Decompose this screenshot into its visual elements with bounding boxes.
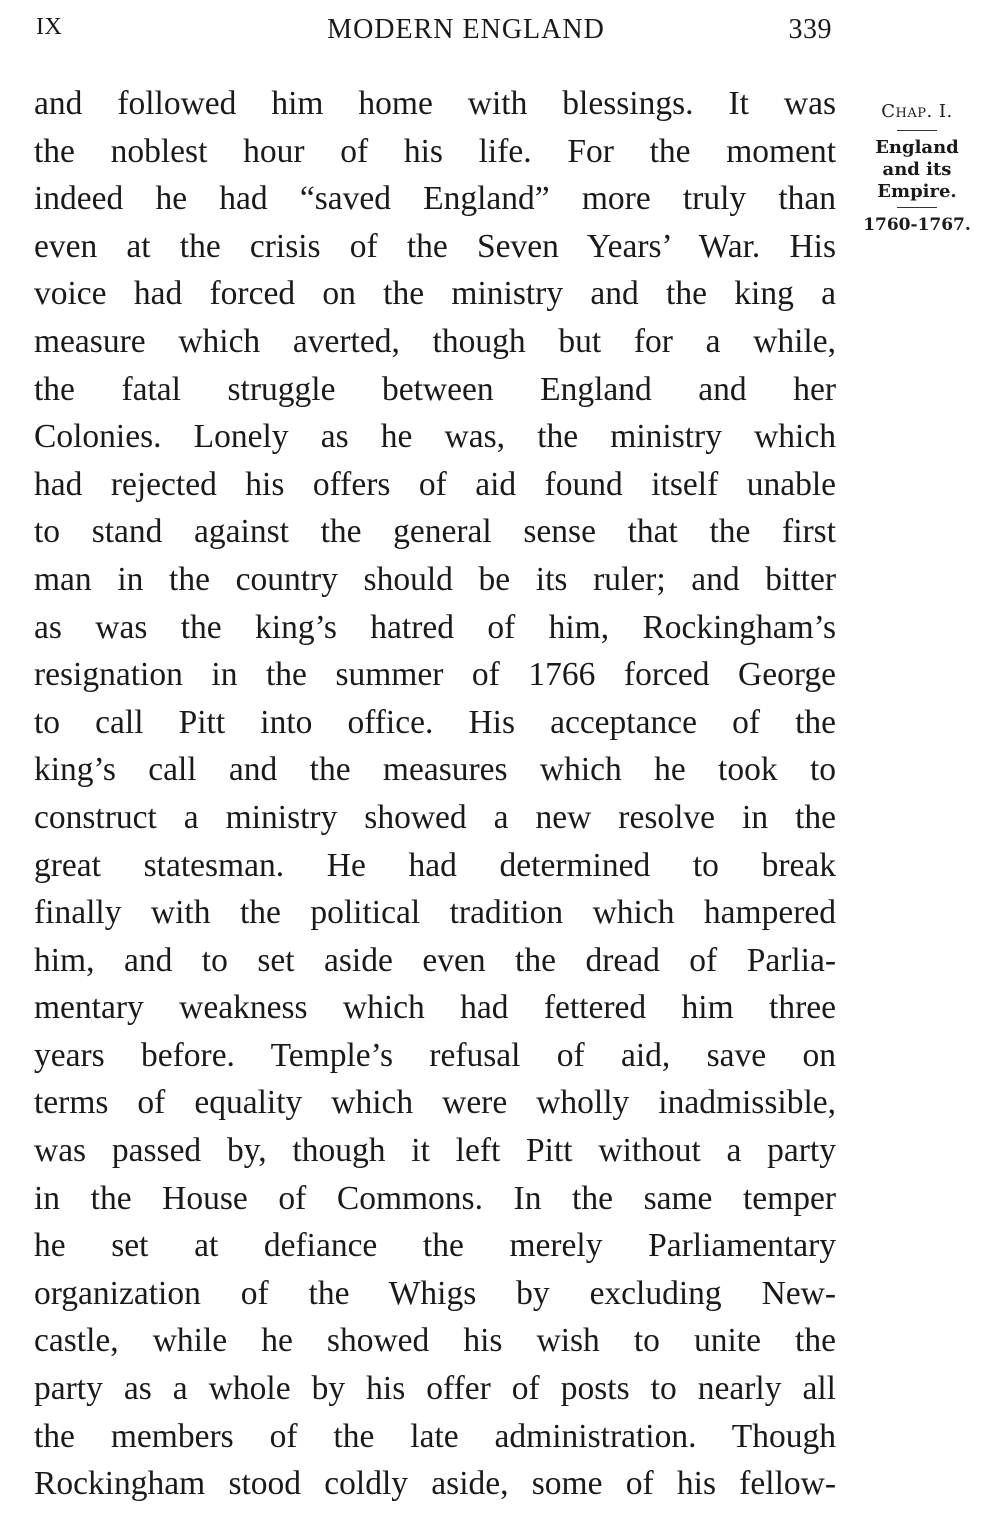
text-line: the noblest hour of his life. For the moment — [34, 132, 836, 170]
text-line: construct a ministry showed a new resolve in the — [34, 798, 836, 836]
margin-topic-line-2: and its — [882, 159, 952, 180]
text-line: organization of the Whigs by excluding New- — [34, 1274, 836, 1312]
margin-dates: 1760-1767. — [863, 215, 971, 235]
text-line: king’s call and the measures which he took to — [34, 751, 836, 789]
text-line: measure which averted, though but for a while, — [34, 322, 836, 360]
text-line: and followed him home with blessings. It was — [34, 85, 836, 122]
text-line: party as a whole by his offer of posts to nearly all — [34, 1370, 836, 1408]
chapter-numeral: IX — [36, 14, 63, 40]
margin-chapter-label: Chap. I. — [881, 101, 953, 122]
text-line: him, and to set aside even the dread of Parlia- — [34, 941, 836, 979]
text-line: castle, while he showed his wish to unite the — [34, 1322, 836, 1360]
text-line: the members of the late administration. Though — [34, 1417, 836, 1455]
text-line: great statesman. He had determined to break — [34, 846, 836, 884]
text-line: man in the country should be its ruler; and bitter — [34, 560, 836, 598]
text-line: in the House of Commons. In the same temper — [34, 1179, 836, 1217]
margin-rule — [897, 207, 937, 208]
margin-topic-line-3: Empire. — [877, 181, 957, 202]
text-line: finally with the political tradition which hampered — [34, 894, 836, 932]
text-line: to stand against the general sense that the first — [34, 513, 836, 551]
margin-topic-line-1: England — [875, 137, 959, 158]
body-text — [34, 80, 836, 1508]
page-header — [36, 14, 836, 54]
text-line: years before. Temple’s refusal of aid, save on — [34, 1036, 836, 1074]
text-line: mentary weakness which had fettered him three — [34, 989, 836, 1027]
margin-rule — [897, 130, 937, 131]
text-line: had rejected his offers of aid found itself unable — [34, 465, 836, 503]
text-line: resignation in the summer of 1766 forced George — [34, 656, 836, 694]
text-line: even at the crisis of the Seven Years’ War. His — [34, 227, 836, 265]
text-line: as was the king’s hatred of him, Rockingham’s — [34, 608, 836, 646]
text-line: Rockingham stood coldly aside, some of his fellow- — [34, 1465, 836, 1503]
text-line: the fatal struggle between England and her — [34, 370, 836, 408]
text-line: he set at defiance the merely Parliamentary — [34, 1227, 836, 1265]
page-number: 339 — [788, 14, 832, 45]
text-line: terms of equality which were wholly inadmissible, — [34, 1084, 836, 1122]
text-line: was passed by, though it left Pitt without a party — [34, 1132, 836, 1170]
text-line: voice had forced on the ministry and the king a — [34, 275, 836, 313]
text-line: indeed he had “saved England” more truly than — [34, 180, 836, 218]
text-line: Colonies. Lonely as he was, the ministry which — [34, 418, 836, 456]
running-title: MODERN ENGLAND — [327, 14, 605, 45]
text-line: to call Pitt into office. His acceptance of the — [34, 703, 836, 741]
margin-note — [858, 0, 976, 236]
